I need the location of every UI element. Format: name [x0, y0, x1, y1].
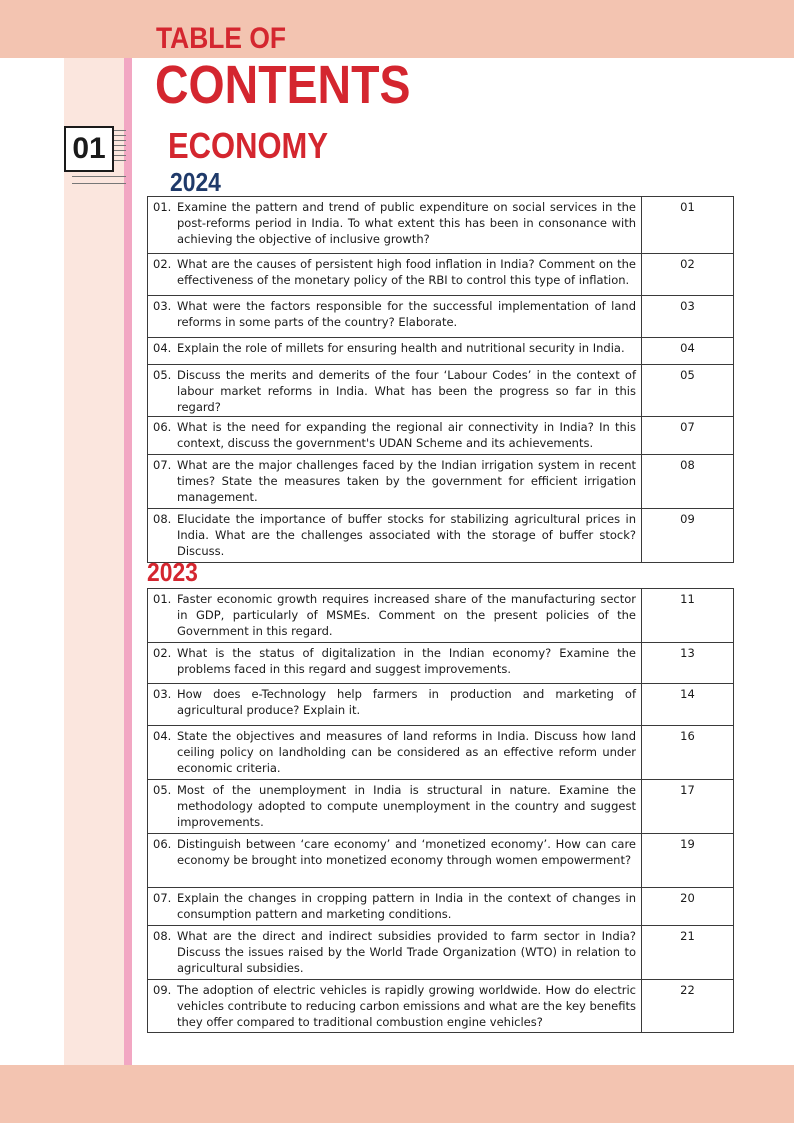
question-text: How does e-Technology help farmers in production and marketing of agricultural produce? Explain it. [177, 687, 636, 717]
table-row[interactable] [148, 455, 734, 509]
question-text: Most of the unemployment in India is structural in nature. Examine the methodology adopted to compute unemployment in the country and suggest improvements. [177, 783, 636, 829]
top-band [0, 0, 794, 58]
side-stripe [124, 58, 132, 1065]
question-number: 06. [153, 837, 172, 851]
question-number: 02. [153, 646, 172, 660]
page-title-line2: CONTENTS [155, 55, 411, 115]
page-title-line1: TABLE OF [156, 22, 287, 55]
table-row[interactable] [148, 589, 734, 643]
side-panel [64, 58, 124, 1065]
page-number: 20 [642, 888, 734, 926]
table-row[interactable] [148, 254, 734, 296]
question-number: 04. [153, 341, 172, 355]
question-text: What are the major challenges faced by the Indian irrigation system in recent times? State the measures taken by the government for efficient irrigation management. [177, 458, 636, 504]
question-text: Explain the changes in cropping pattern in India in the context of changes in consumption pattern and marketing conditions. [177, 891, 636, 921]
toc-table-2024 [147, 196, 734, 563]
question-text: What is the need for expanding the regional air connectivity in India? In this context, discuss the government's UDAN Scheme and its achievements. [177, 420, 636, 450]
question-text: What are the causes of persistent high food inflation in India? Comment on the effectiveness of the monetary policy of the RBI to control this type of inflation. [177, 257, 636, 287]
question-number: 06. [153, 420, 172, 434]
page-number: 03 [642, 296, 734, 338]
page-number: 22 [642, 980, 734, 1033]
question-text: What were the factors responsible for the successful implementation of land reforms in some parts of the country? Elaborate. [177, 299, 636, 329]
chapter-title: ECONOMY [168, 125, 328, 166]
question-text: Distinguish between ‘care economy’ and ‘monetized economy’. How can care economy be brought into monetized economy through women empowerment? [177, 837, 636, 867]
page-number: 19 [642, 834, 734, 888]
question-number: 02. [153, 257, 172, 271]
table-row[interactable] [148, 926, 734, 980]
bottom-band [0, 1065, 794, 1123]
page-number: 21 [642, 926, 734, 980]
page-number: 09 [642, 509, 734, 563]
page-number: 17 [642, 780, 734, 834]
toc-table-2023 [147, 588, 734, 1033]
page-number: 14 [642, 684, 734, 726]
table-row[interactable] [148, 296, 734, 338]
table-row[interactable] [148, 365, 734, 417]
year-heading-2023: 2023 [147, 557, 198, 587]
question-number: 08. [153, 512, 172, 526]
question-text: What is the status of digitalization in the Indian economy? Examine the problems faced in this regard and suggest improvements. [177, 646, 636, 676]
question-number: 01. [153, 592, 172, 606]
table-row[interactable] [148, 643, 734, 684]
badge-underline [72, 176, 126, 184]
table-row[interactable] [148, 834, 734, 888]
table-row[interactable] [148, 417, 734, 455]
question-number: 05. [153, 783, 172, 797]
table-row[interactable] [148, 684, 734, 726]
page-number: 01 [642, 197, 734, 254]
year-heading-2024: 2024 [170, 167, 221, 197]
question-number: 07. [153, 458, 172, 472]
question-number: 09. [153, 983, 172, 997]
badge-decoration [114, 130, 126, 165]
question-number: 03. [153, 687, 172, 701]
page-number: 04 [642, 338, 734, 365]
question-number: 08. [153, 929, 172, 943]
page-number: 13 [642, 643, 734, 684]
question-text: Elucidate the importance of buffer stocks for stabilizing agricultural prices in India. What are the challenges associated with the storage of buffer stock? Discuss. [177, 512, 636, 558]
table-row[interactable] [148, 509, 734, 563]
table-row[interactable] [148, 338, 734, 365]
question-number: 04. [153, 729, 172, 743]
page-number: 07 [642, 417, 734, 455]
question-text: Discuss the merits and demerits of the four ‘Labour Codes’ in the context of labour market reforms in India. What has been the progress so far in this regard? [177, 368, 636, 414]
table-row[interactable] [148, 197, 734, 254]
table-row[interactable] [148, 726, 734, 780]
page-number: 08 [642, 455, 734, 509]
question-text: The adoption of electric vehicles is rapidly growing worldwide. How do electric vehicles contribute to reducing carbon emissions and what are the key benefits they offer compared to traditional combustion engine vehicles? [177, 983, 636, 1029]
question-text: State the objectives and measures of land reforms in India. Discuss how land ceiling policy on landholding can be considered as an effective reform under economic criteria. [177, 729, 636, 775]
table-row[interactable] [148, 780, 734, 834]
question-text: Faster economic growth requires increased share of the manufacturing sector in GDP, particularly of MSMEs. Comment on the present policies of the Government in this regard. [177, 592, 636, 638]
page-number: 11 [642, 589, 734, 643]
question-number: 07. [153, 891, 172, 905]
page-number: 05 [642, 365, 734, 417]
chapter-number-badge: 01 [64, 126, 114, 172]
question-text: What are the direct and indirect subsidies provided to farm sector in India? Discuss the issues raised by the World Trade Organization (WTO) in relation to agricultural subsidies. [177, 929, 636, 975]
table-row[interactable] [148, 980, 734, 1033]
question-text: Explain the role of millets for ensuring health and nutritional security in India. [177, 341, 625, 355]
question-number: 05. [153, 368, 172, 382]
question-number: 03. [153, 299, 172, 313]
page-number: 16 [642, 726, 734, 780]
question-text: Examine the pattern and trend of public expenditure on social services in the post-reforms period in India. To what extent this has been in consonance with achieving the objective of inclusive growth? [177, 200, 636, 246]
table-row[interactable] [148, 888, 734, 926]
question-number: 01. [153, 200, 172, 214]
page-number: 02 [642, 254, 734, 296]
